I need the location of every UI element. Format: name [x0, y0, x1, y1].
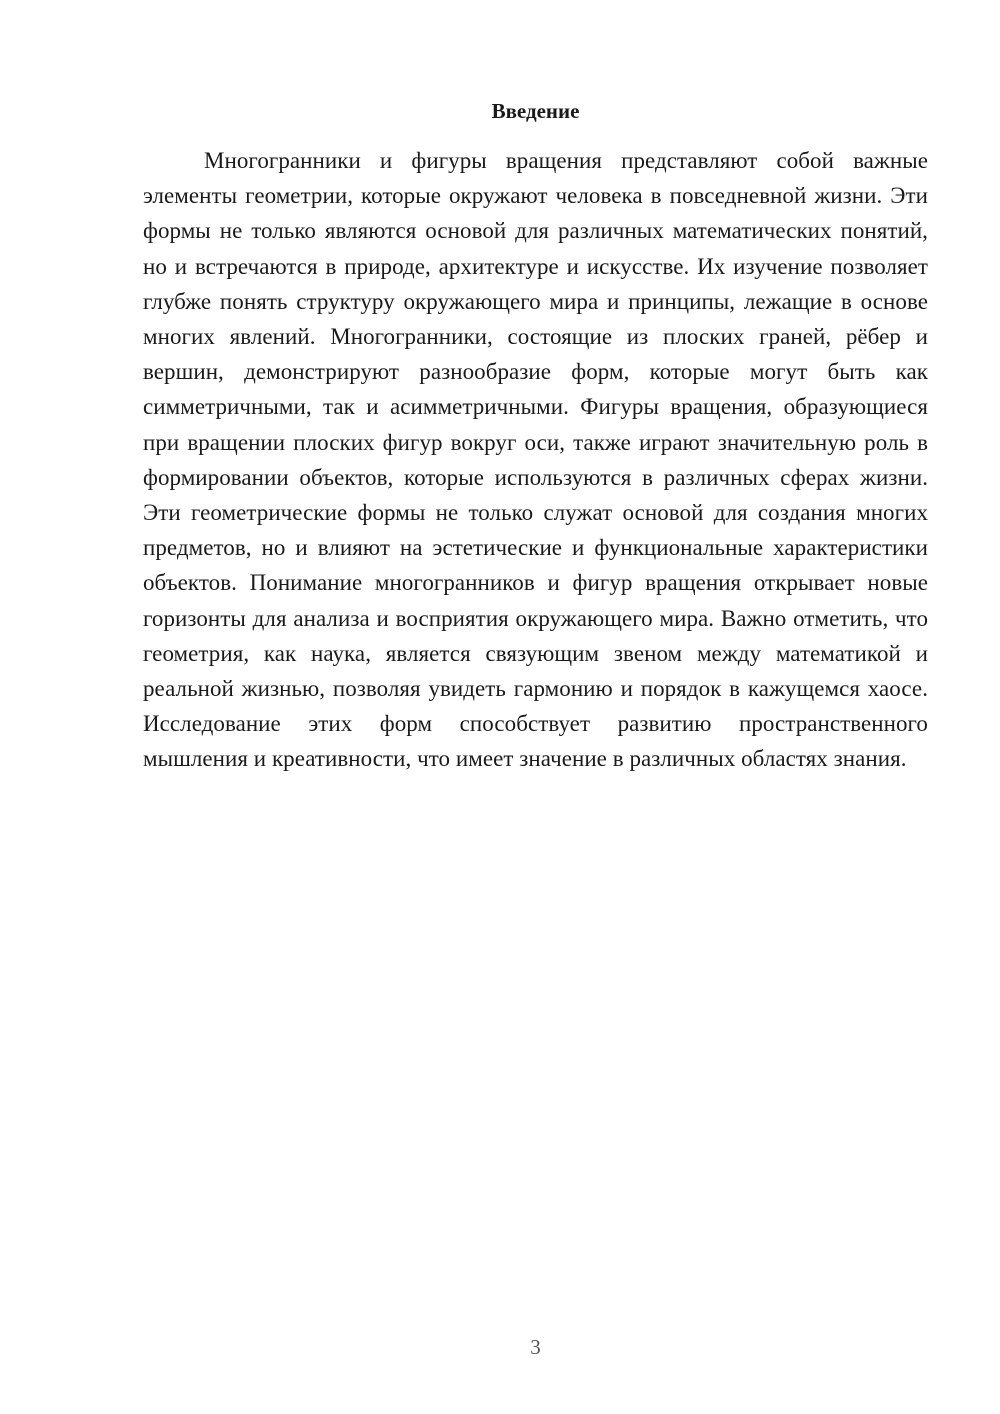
body-paragraph: Многогранники и фигуры вращения представляют собой важные элементы геометрии, которые окружают человека в повседневной жизни. Эти формы не только являются основой для различных математических понятий, но и встречаются в природе, архитектуре и искусстве. Их изучение позволяет глубже понять структуру окружающего мира и принципы, лежащие в основе многих явлений. Многогранники, состоящие из плоских граней, рёбер и вершин, демонстрируют разнообразие форм, которые могут быть как симметричными, так и асимметричными. Фигуры вращения, образующиеся при вращении плоских фигур вокруг оси, также играют значительную роль в формировании объектов, которые используются в различных сферах жизни. Эти геометрические формы не только служат основой для создания многих предметов, но и влияют на эстетические и функциональные характеристики объектов. Понимание многогранников и фигур вращения открывает новые горизонты для анализа и восприятия окружающего мира. Важно отметить, что геометрия, как наука, является связующим звеном между математикой и реальной жизнью, позволяя увидеть гармонию и порядок в кажущемся хаосе. Исследование этих форм способствует развитию пространственного мышления и креативности, что имеет значение в различных областях знания.: [143, 148, 928, 772]
page-number: 3: [530, 1335, 541, 1359]
section-heading: Введение: [491, 99, 580, 123]
